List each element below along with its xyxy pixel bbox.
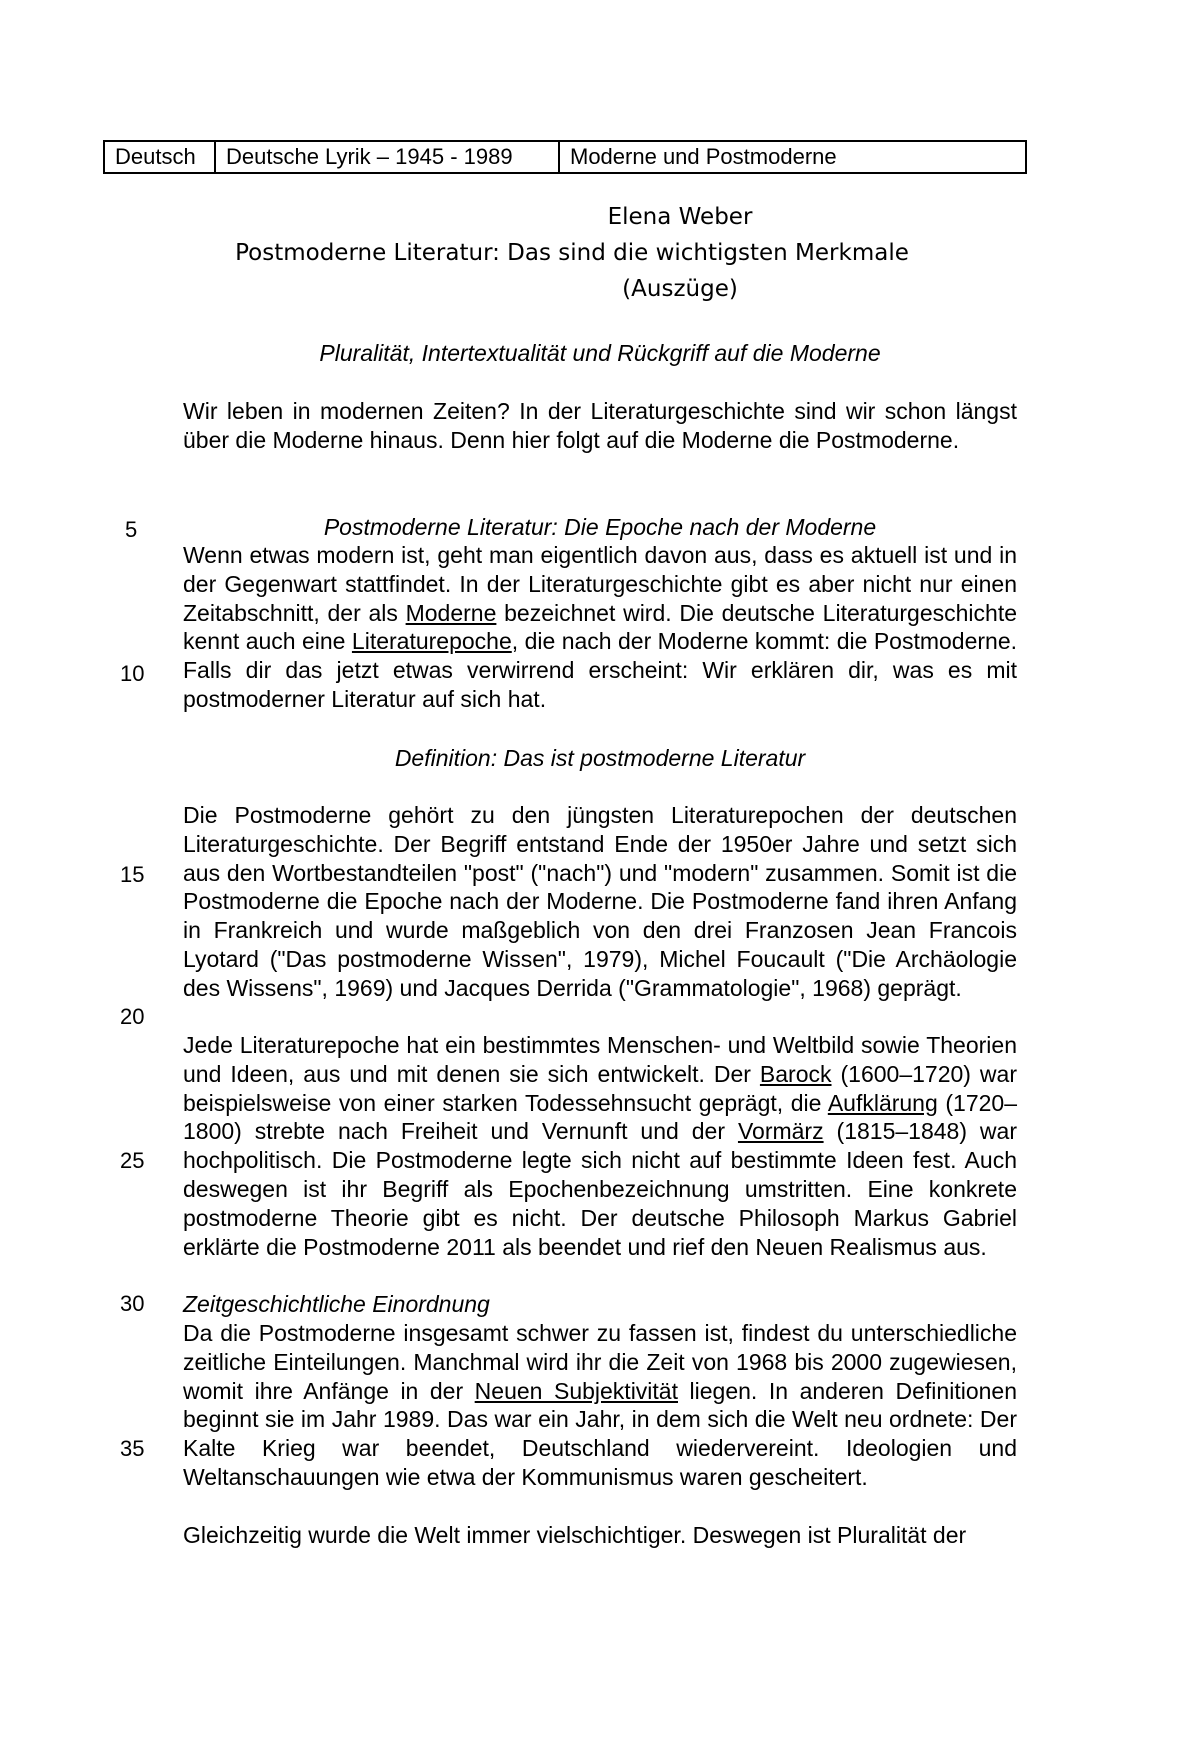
text-segment: , die nach der Moderne kommt: die Postmoderne. Falls dir das jetzt etwas verwirrend erscheint: Wir erklären dir, was es mit postmoderner Literatur auf sich hat. [183,628,1018,712]
line-number: 35 [120,1436,145,1461]
title-note: (Auszüge) [622,276,738,302]
heading-pluralitaet: Pluralität, Intertextualität und Rückgriff auf die Moderne [319,340,881,366]
line-number: 25 [120,1148,145,1173]
link-barock[interactable]: Barock [759,1060,832,1087]
line-number: 5 [125,517,138,542]
text-segment: Wenn etwas modern ist, geht man eigentlich davon aus, dass es aktuell ist und in der Gegenwart stattfindet. In der Literaturgeschichte gibt es aber nicht nur einen Zeitabschnitt, der als [183,542,1017,626]
paragraph-menschenbild [183,1031,1017,1261]
paragraph-epoche [183,541,1017,714]
heading-definition: Definition: Das ist postmoderne Literatur [394,745,806,771]
line-number: 10 [120,661,145,686]
heading-epoche: Postmoderne Literatur: Die Epoche nach der Moderne [323,514,877,540]
link-vormaerz[interactable]: Vormärz [737,1118,824,1145]
text-segment: (1720–1800) strebte nach Freiheit und Vernunft und der [183,1089,1018,1145]
paragraph-einordnung [183,1319,1017,1492]
text-segment: liegen. In anderen Definitionen beginnt sie im Jahr 1989. Das war ein Jahr, in dem sich die Welt neu ordnete: Der Kalte Krieg war beendet, Deutschland wiedervereint. Ideologien und Weltanschauungen wie etwa der Kommunismus waren gescheitert. [183,1377,1017,1490]
paragraph-intro: Wir leben in modernen Zeiten? In der Literaturgeschichte sind wir schon längst über die Moderne hinaus. Denn hier folgt auf die Moderne die Postmoderne. [183,398,1017,453]
link-moderne[interactable]: Moderne [405,599,497,626]
text-segment: (1815–1848) war hochpolitisch. Die Postmoderne legte sich nicht auf bestimmte Ideen fest. Auch deswegen ist ihr Begriff als Epochenbezeichnung umstritten. Eine konkrete postmoderne Theorie gibt es nicht. Der deutsche Philosoph Markus Gabriel erklärte die Postmoderne 2011 als beendet und rief den Neuen Realismus aus. [183,1118,1017,1260]
header-subject: Deutsch [105,142,216,172]
text-segment: (1600–1720) war beispielsweise von einer starken Todessehnsucht geprägt, die [183,1060,1017,1116]
link-literaturepoche[interactable]: Literaturepoche [351,628,512,655]
line-number: 30 [120,1291,145,1316]
heading-zeitgeschichte: Zeitgeschichtliche Einordnung [183,1291,490,1317]
header-table [103,140,1027,174]
line-number: 15 [120,862,145,887]
paragraph-definition: Die Postmoderne gehört zu den jüngsten Literaturepochen der deutschen Literaturgeschichte. Der Begriff entstand Ende der 1950er Jahre und setzt sich aus den Wortbestandteilen "post" ("nach") und "modern" zusammen. Somit ist die Postmoderne die Epoche nach der Moderne. Die Postmoderne fand ihren Anfang in Frankreich und wurde maßgeblich von den drei Franzosen Jean Francois Lyotard ("Das postmoderne Wissen", 1979), Michel Foucault ("Die Archäologie des Wissens", 1969) und Jacques Derrida ("Grammatologie", 1968) geprägt. [183,802,1017,1001]
page-title: Postmoderne Literatur: Das sind die wichtigsten Merkmale [235,240,909,266]
header-unit: Moderne und Postmoderne [570,144,837,169]
header-topic: Deutsche Lyrik – 1945 - 1989 [216,142,560,172]
paragraph-pluralitaet: Gleichzeitig wurde die Welt immer vielschichtiger. Deswegen ist Pluralität der [183,1522,967,1548]
line-number: 20 [120,1004,145,1029]
text-segment: Da die Postmoderne insgesamt schwer zu fassen ist, findest du unterschiedliche zeitliche Einteilungen. Manchmal wird ihr die Zeit von 1968 bis 2000 zugewiesen, womit ihre Anfänge in der [183,1320,1017,1404]
text-segment: bezeichnet wird. Die deutsche Literaturgeschichte kennt auch eine [183,599,1018,655]
link-aufklaerung[interactable]: Aufklärung [827,1089,938,1116]
text-segment: Jede Literaturepoche hat ein bestimmtes Menschen- und Weltbild sowie Theorien und Ideen, aus und mit denen sie sich entwickelt. Der [183,1032,1017,1087]
author-name: Elena Weber [607,204,753,230]
link-neue-subjektivitaet[interactable]: Neuen Subjektivität [474,1377,678,1404]
